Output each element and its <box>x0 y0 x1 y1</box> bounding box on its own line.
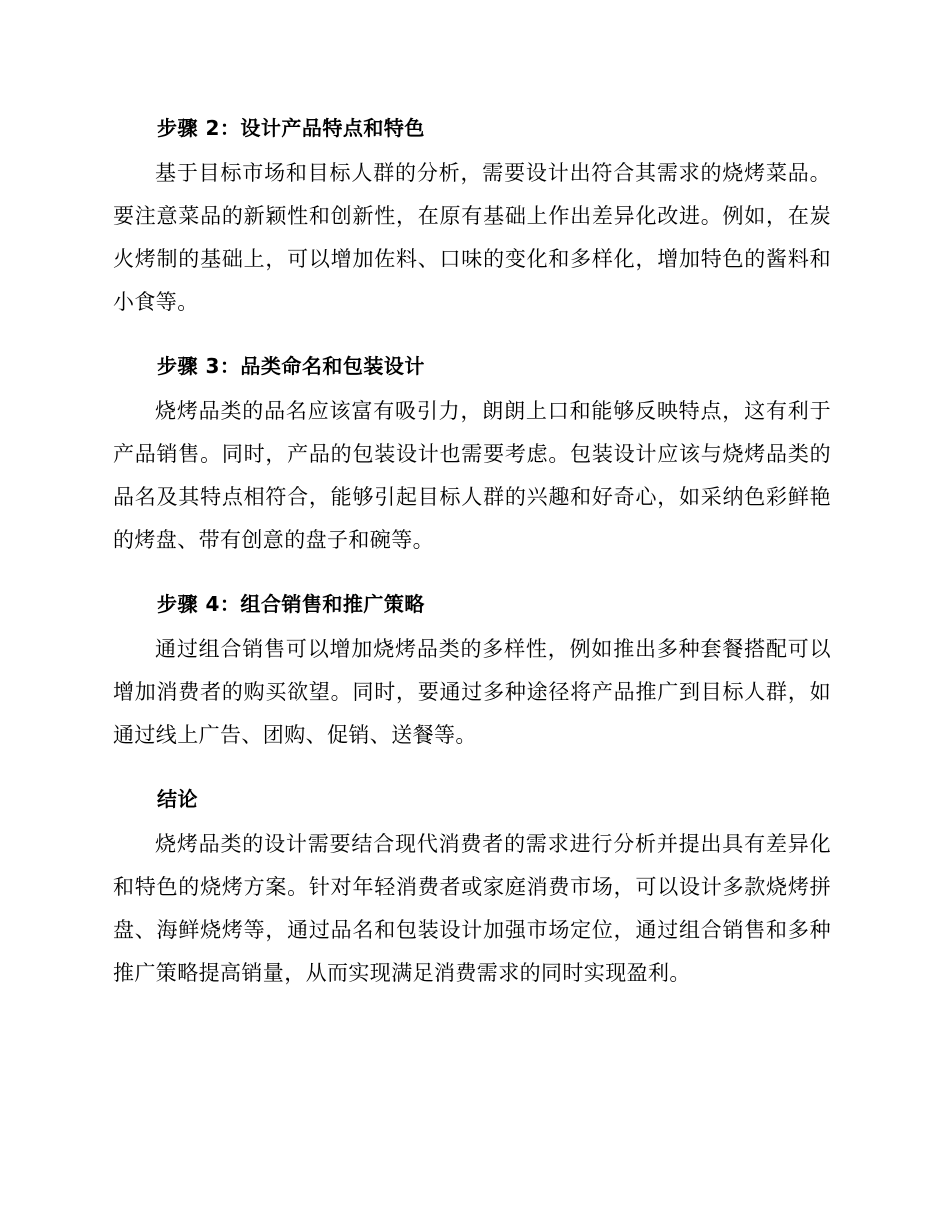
section-step-4 <box>113 584 831 757</box>
section-step-3 <box>113 346 831 562</box>
section-paragraph: 烧烤品类的品名应该富有吸引力，朗朗上口和能够反映特点，这有利于产品销售。同时，产品的包装设计也需要考虑。包装设计应该与烧烤品类的品名及其特点相符合，能够引起目标人群的兴趣和好奇心，如采纳色彩鲜艳的烤盘、带有创意的盘子和碗等。 <box>113 399 831 552</box>
section-conclusion <box>113 779 831 995</box>
section-paragraph: 基于目标市场和目标人群的分析，需要设计出符合其需求的烧烤菜品。要注意菜品的新颖性和创新性，在原有基础上作出差异化改进。例如，在炭火烤制的基础上，可以增加佐料、口味的变化和多样化，增加特色的酱料和小食等。 <box>113 161 831 314</box>
section-paragraph: 烧烤品类的设计需要结合现代消费者的需求进行分析并提出具有差异化和特色的烧烤方案。针对年轻消费者或家庭消费市场，可以设计多款烧烤拼盘、海鲜烧烤等，通过品名和包装设计加强市场定位，通过组合销售和多种推广策略提高销量，从而实现满足消费需求的同时实现盈利。 <box>113 832 831 985</box>
section-heading: 步骤 3：品类命名和包装设计 <box>157 354 425 378</box>
section-heading: 结论 <box>157 787 198 811</box>
document-body <box>113 108 831 1017</box>
section-step-2 <box>113 108 831 324</box>
section-heading: 步骤 2：设计产品特点和特色 <box>157 116 425 140</box>
section-paragraph: 通过组合销售可以增加烧烤品类的多样性，例如推出多种套餐搭配可以增加消费者的购买欲望。同时，要通过多种途径将产品推广到目标人群，如通过线上广告、团购、促销、送餐等。 <box>113 637 831 747</box>
section-heading: 步骤 4：组合销售和推广策略 <box>157 592 425 616</box>
